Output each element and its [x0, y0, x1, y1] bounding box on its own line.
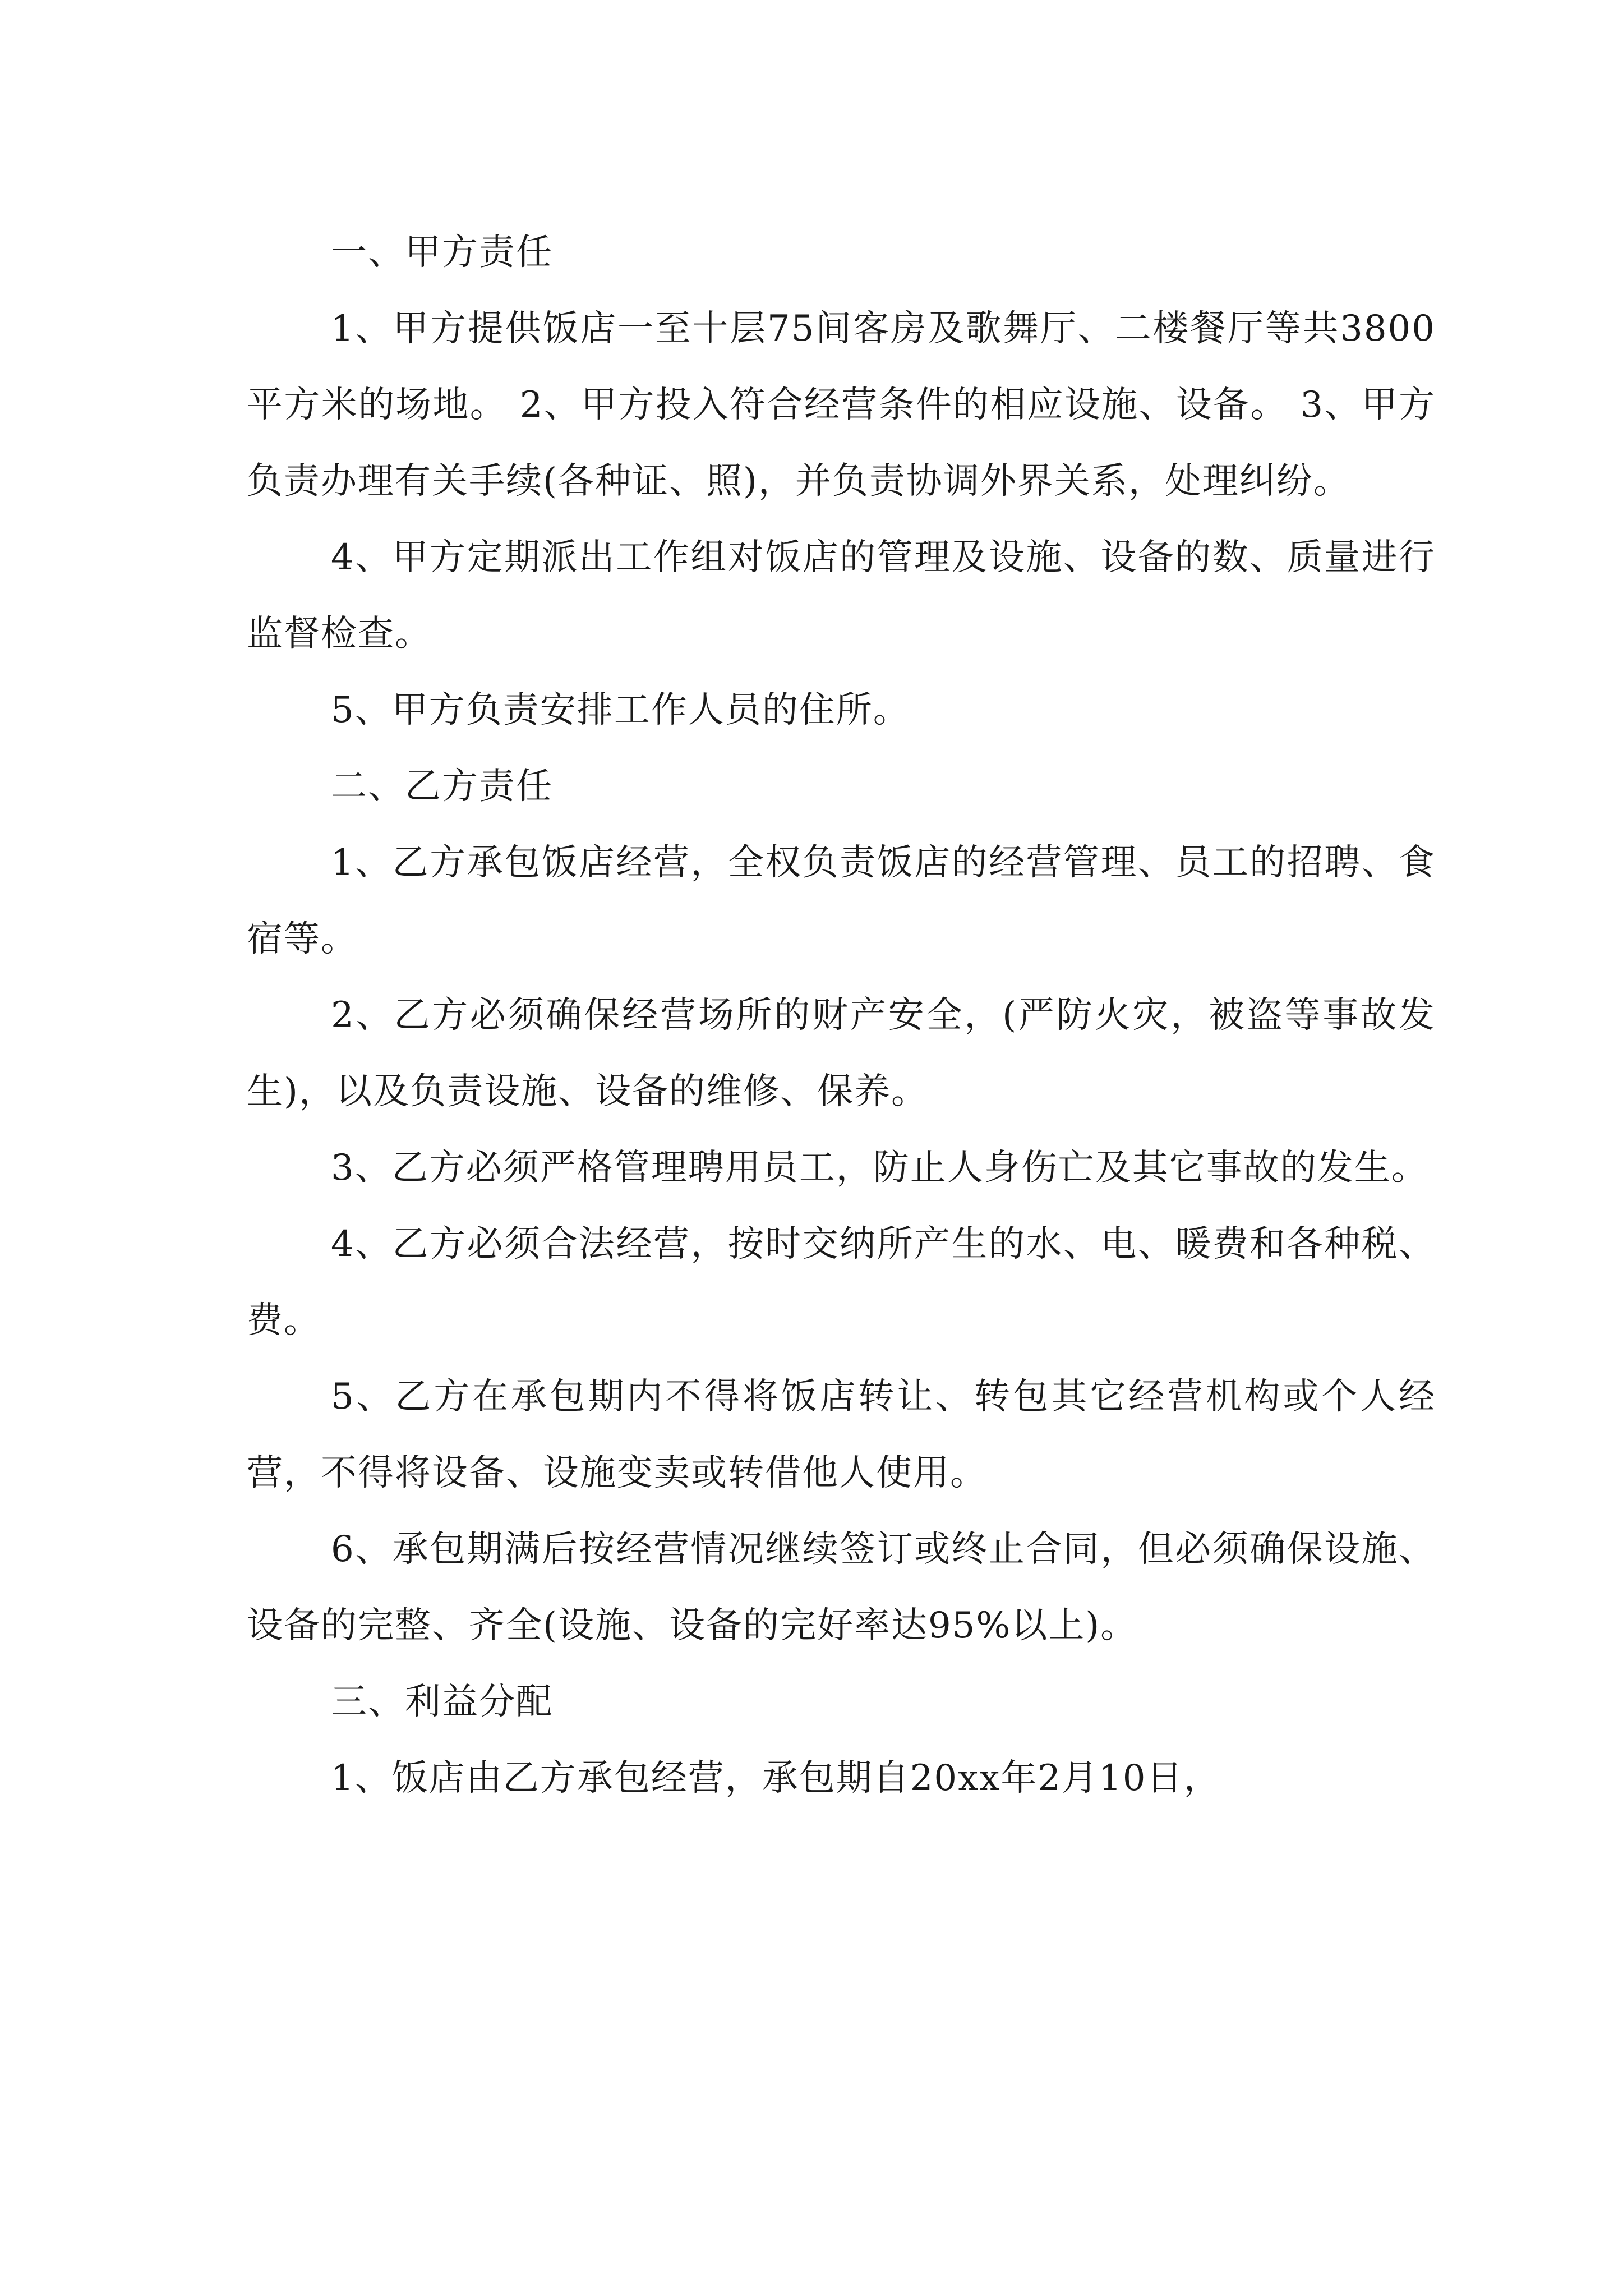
party-a-clause-5: 5、甲方负责安排工作人员的住所。: [331, 689, 910, 731]
party-b-clause-2: 2、乙方必须确保经营场所的财产安全，(严防火灾，被盗等事故发生)，以及负责设施、设备的维修、保养。: [247, 995, 1436, 1112]
party-b-clause-1: 1、乙方承包饭店经营，全权负责饭店的经营管理、员工的招聘、食宿等。: [247, 842, 1436, 960]
party-a-clause-1-3: 1、甲方提供饭店一至十层75间客房及歌舞厅、二楼餐厅等共3800平方米的场地。 2、甲方投入符合经营条件的相应设施、设备。 3、甲方负责办理有关手续(各种证、照)，并负责协调外界关系，处理纠纷。: [247, 308, 1436, 502]
profit-clause-1: 1、饭店由乙方承包经营，承包期自20xx年2月10日，: [331, 1757, 1221, 1799]
section-heading-profit-distribution: 三、利益分配: [331, 1681, 553, 1723]
party-a-clause-4: 4、甲方定期派出工作组对饭店的管理及设施、设备的数、质量进行监督检查。: [247, 537, 1436, 655]
party-b-clause-6: 6、承包期满后按经营情况继续签订或终止合同，但必须确保设施、设备的完整、齐全(设施、设备的完好率达95%以上)。: [247, 1529, 1436, 1646]
section-heading-party-a: 一、甲方责任: [331, 232, 553, 273]
party-b-clause-5: 5、乙方在承包期内不得将饭店转让、转包其它经营机构或个人经营，不得将设备、设施变卖或转借他人使用。: [247, 1376, 1436, 1494]
document-body: [247, 214, 1436, 1816]
section-heading-party-b: 二、乙方责任: [331, 766, 553, 807]
party-b-clause-3: 3、乙方必须严格管理聘用员工，防止人身伤亡及其它事故的发生。: [331, 1147, 1428, 1189]
party-b-clause-4: 4、乙方必须合法经营，按时交纳所产生的水、电、暖费和各种税、费。: [247, 1223, 1436, 1341]
